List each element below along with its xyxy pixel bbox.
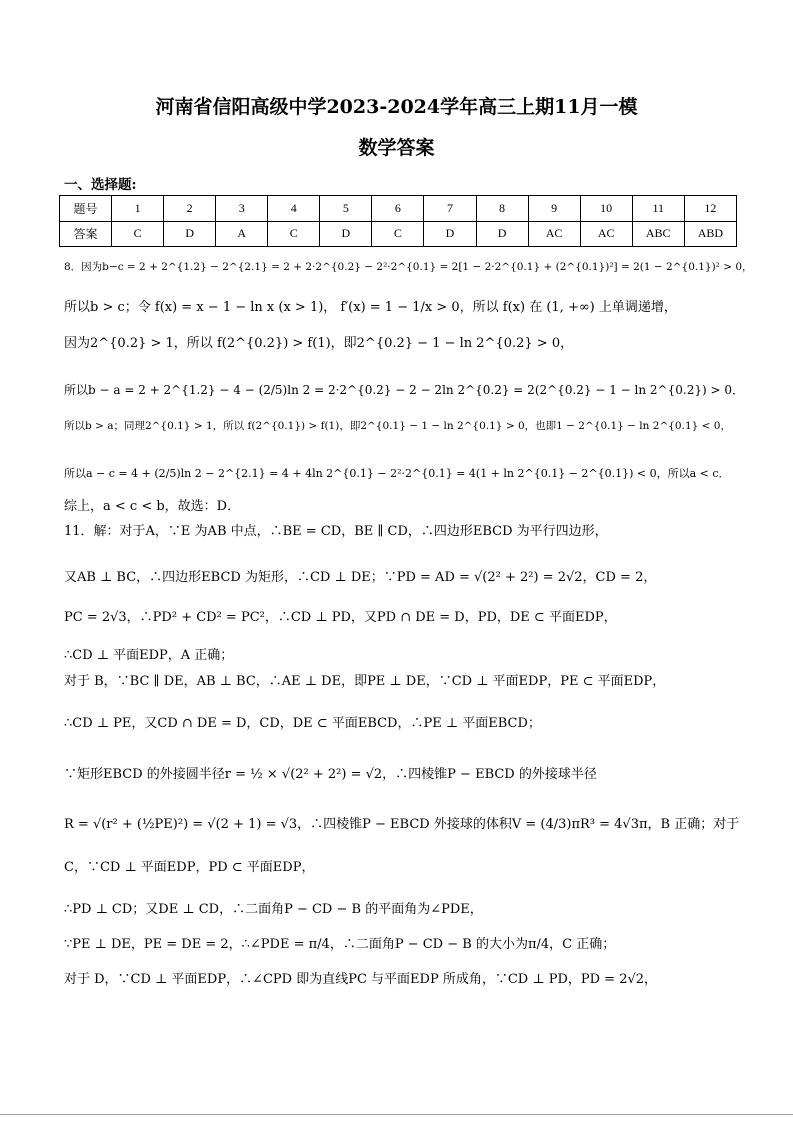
question-number: 7 [424, 196, 476, 222]
solution-line: C，∵CD ⊥ 平面EDP，PD ⊂ 平面EDP， [64, 860, 315, 875]
answer-cell: ABD [684, 221, 736, 247]
solution-line: ∴PD ⊥ CD；又DE ⊥ CD，∴二面角P − CD − B 的平面角为∠PDE， [64, 902, 483, 917]
question-number: 9 [528, 196, 580, 222]
document-subtitle: 数学答案 [358, 137, 435, 159]
solution-line: R = √(r² + (½PE)²) = √(2 + 1) = √3，∴四棱锥P − EBCD 外接球的体积V = (4/3)πR³ = 4√3π，B 正确；对于 [64, 817, 740, 832]
question-number: 3 [216, 196, 268, 222]
solution-line: ∵矩形EBCD 的外接圆半径r = ½ × √(2² + 2²) = √2，∴四棱锥P − EBCD 的外接球半径 [64, 767, 597, 782]
solution-line: 8．因为b−c = 2 + 2^{1.2} − 2^{2.1} = 2 + 2·2^{0.2} − 2²·2^{0.1} = 2[1 − 2·2^{0.1} + (2^{0.1})²] = 2(1 − 2^{0.1})² > 0， [64, 261, 753, 273]
answer-cell: AC [580, 221, 632, 247]
answer-cell: C [372, 221, 424, 247]
question-number: 4 [268, 196, 320, 222]
answer-cell: AC [528, 221, 580, 247]
answer-cell: ABC [632, 221, 684, 247]
solution-line: 因为2^{0.2} > 1，所以 f(2^{0.2}) > f(1)，即2^{0.2} − 1 − ln 2^{0.2} > 0， [64, 336, 574, 351]
solution-line: ∵PE ⊥ DE，PE = DE = 2，∴∠PDE = π/4，∴二面角P − CD − B 的大小为π/4，C 正确； [64, 937, 616, 952]
document-title: 河南省信阳高级中学2023-2024学年高三上期11月一模 [155, 96, 638, 118]
solution-line: ∴CD ⊥ PE，又CD ∩ DE = D，CD，DE ⊂ 平面EBCD，∴PE ⊥ 平面EBCD； [64, 716, 541, 731]
answer-cell: D [476, 221, 528, 247]
table-row-numbers [60, 196, 737, 222]
question-number: 5 [320, 196, 372, 222]
solution-line: 所以b > a；同理2^{0.1} > 1，所以 f(2^{0.1}) > f(1)，即2^{0.1} − 1 − ln 2^{0.1} > 0，也即1 − 2^{0.1} − ln 2^{0.1} < 0， [64, 420, 731, 432]
answer-cell: C [112, 221, 164, 247]
solution-line: 对于 D，∵CD ⊥ 平面EDP，∴∠CPD 即为直线PC 与平面EDP 所成角，∵CD ⊥ PD，PD = 2√2， [64, 972, 658, 987]
table-head-cell: 题号 [60, 196, 112, 222]
answer-cell: C [268, 221, 320, 247]
question-number: 8 [476, 196, 528, 222]
solution-line: 综上，a < c < b，故选：D． [64, 499, 241, 514]
table-head-cell: 答案 [60, 221, 112, 247]
question-number: 12 [684, 196, 736, 222]
question-number: 2 [164, 196, 216, 222]
page-bottom-divider [0, 1114, 793, 1115]
answer-cell: D [424, 221, 476, 247]
answer-table [59, 195, 737, 247]
solution-line: 对于 B，∵BC ∥ DE，AB ⊥ BC，∴AE ⊥ DE，即PE ⊥ DE，∵CD ⊥ 平面EDP，PE ⊂ 平面EDP， [64, 674, 666, 689]
question-number: 6 [372, 196, 424, 222]
solution-line: PC = 2√3，∴PD² + CD² = PC²，∴CD ⊥ PD，又PD ∩ DE = D，PD，DE ⊂ 平面EDP， [64, 610, 617, 625]
question-number: 11 [632, 196, 684, 222]
answer-cell: A [216, 221, 268, 247]
solution-line: ∴CD ⊥ 平面EDP，A 正确； [64, 648, 234, 663]
solution-line: 又AB ⊥ BC，∴四边形EBCD 为矩形，∴CD ⊥ DE；∵PD = AD = √(2² + 2²) = 2√2，CD = 2， [64, 570, 657, 585]
solution-line: 所以b − a = 2 + 2^{1.2} − 4 − (2/5)ln 2 = 2·2^{0.2} − 2 − 2ln 2^{0.2} = 2(2^{0.2} − 1 − ln 2^{0.2}) > 0． [64, 383, 744, 397]
question-number: 1 [112, 196, 164, 222]
solution-line: 11．解：对于A，∵E 为AB 中点，∴BE = CD，BE ∥ CD，∴四边形EBCD 为平行四边形， [64, 524, 608, 539]
answer-cell: D [320, 221, 372, 247]
solution-line: 所以a − c = 4 + (2/5)ln 2 − 2^{2.1} = 4 + 4ln 2^{0.1} − 2²·2^{0.1} = 4(1 + ln 2^{0.1} − 2^{0.1}) < 0，所以a < c． [64, 467, 730, 480]
solution-line: 所以b > c；令 f(x) = x − 1 − ln x (x > 1)， f′(x) = 1 − 1/x > 0，所以 f(x) 在 (1, +∞) 上单调递增， [64, 300, 677, 315]
section-heading-choice: 一、选择题: [64, 177, 137, 193]
answer-cell: D [164, 221, 216, 247]
question-number: 10 [580, 196, 632, 222]
table-row-answers [60, 221, 737, 247]
